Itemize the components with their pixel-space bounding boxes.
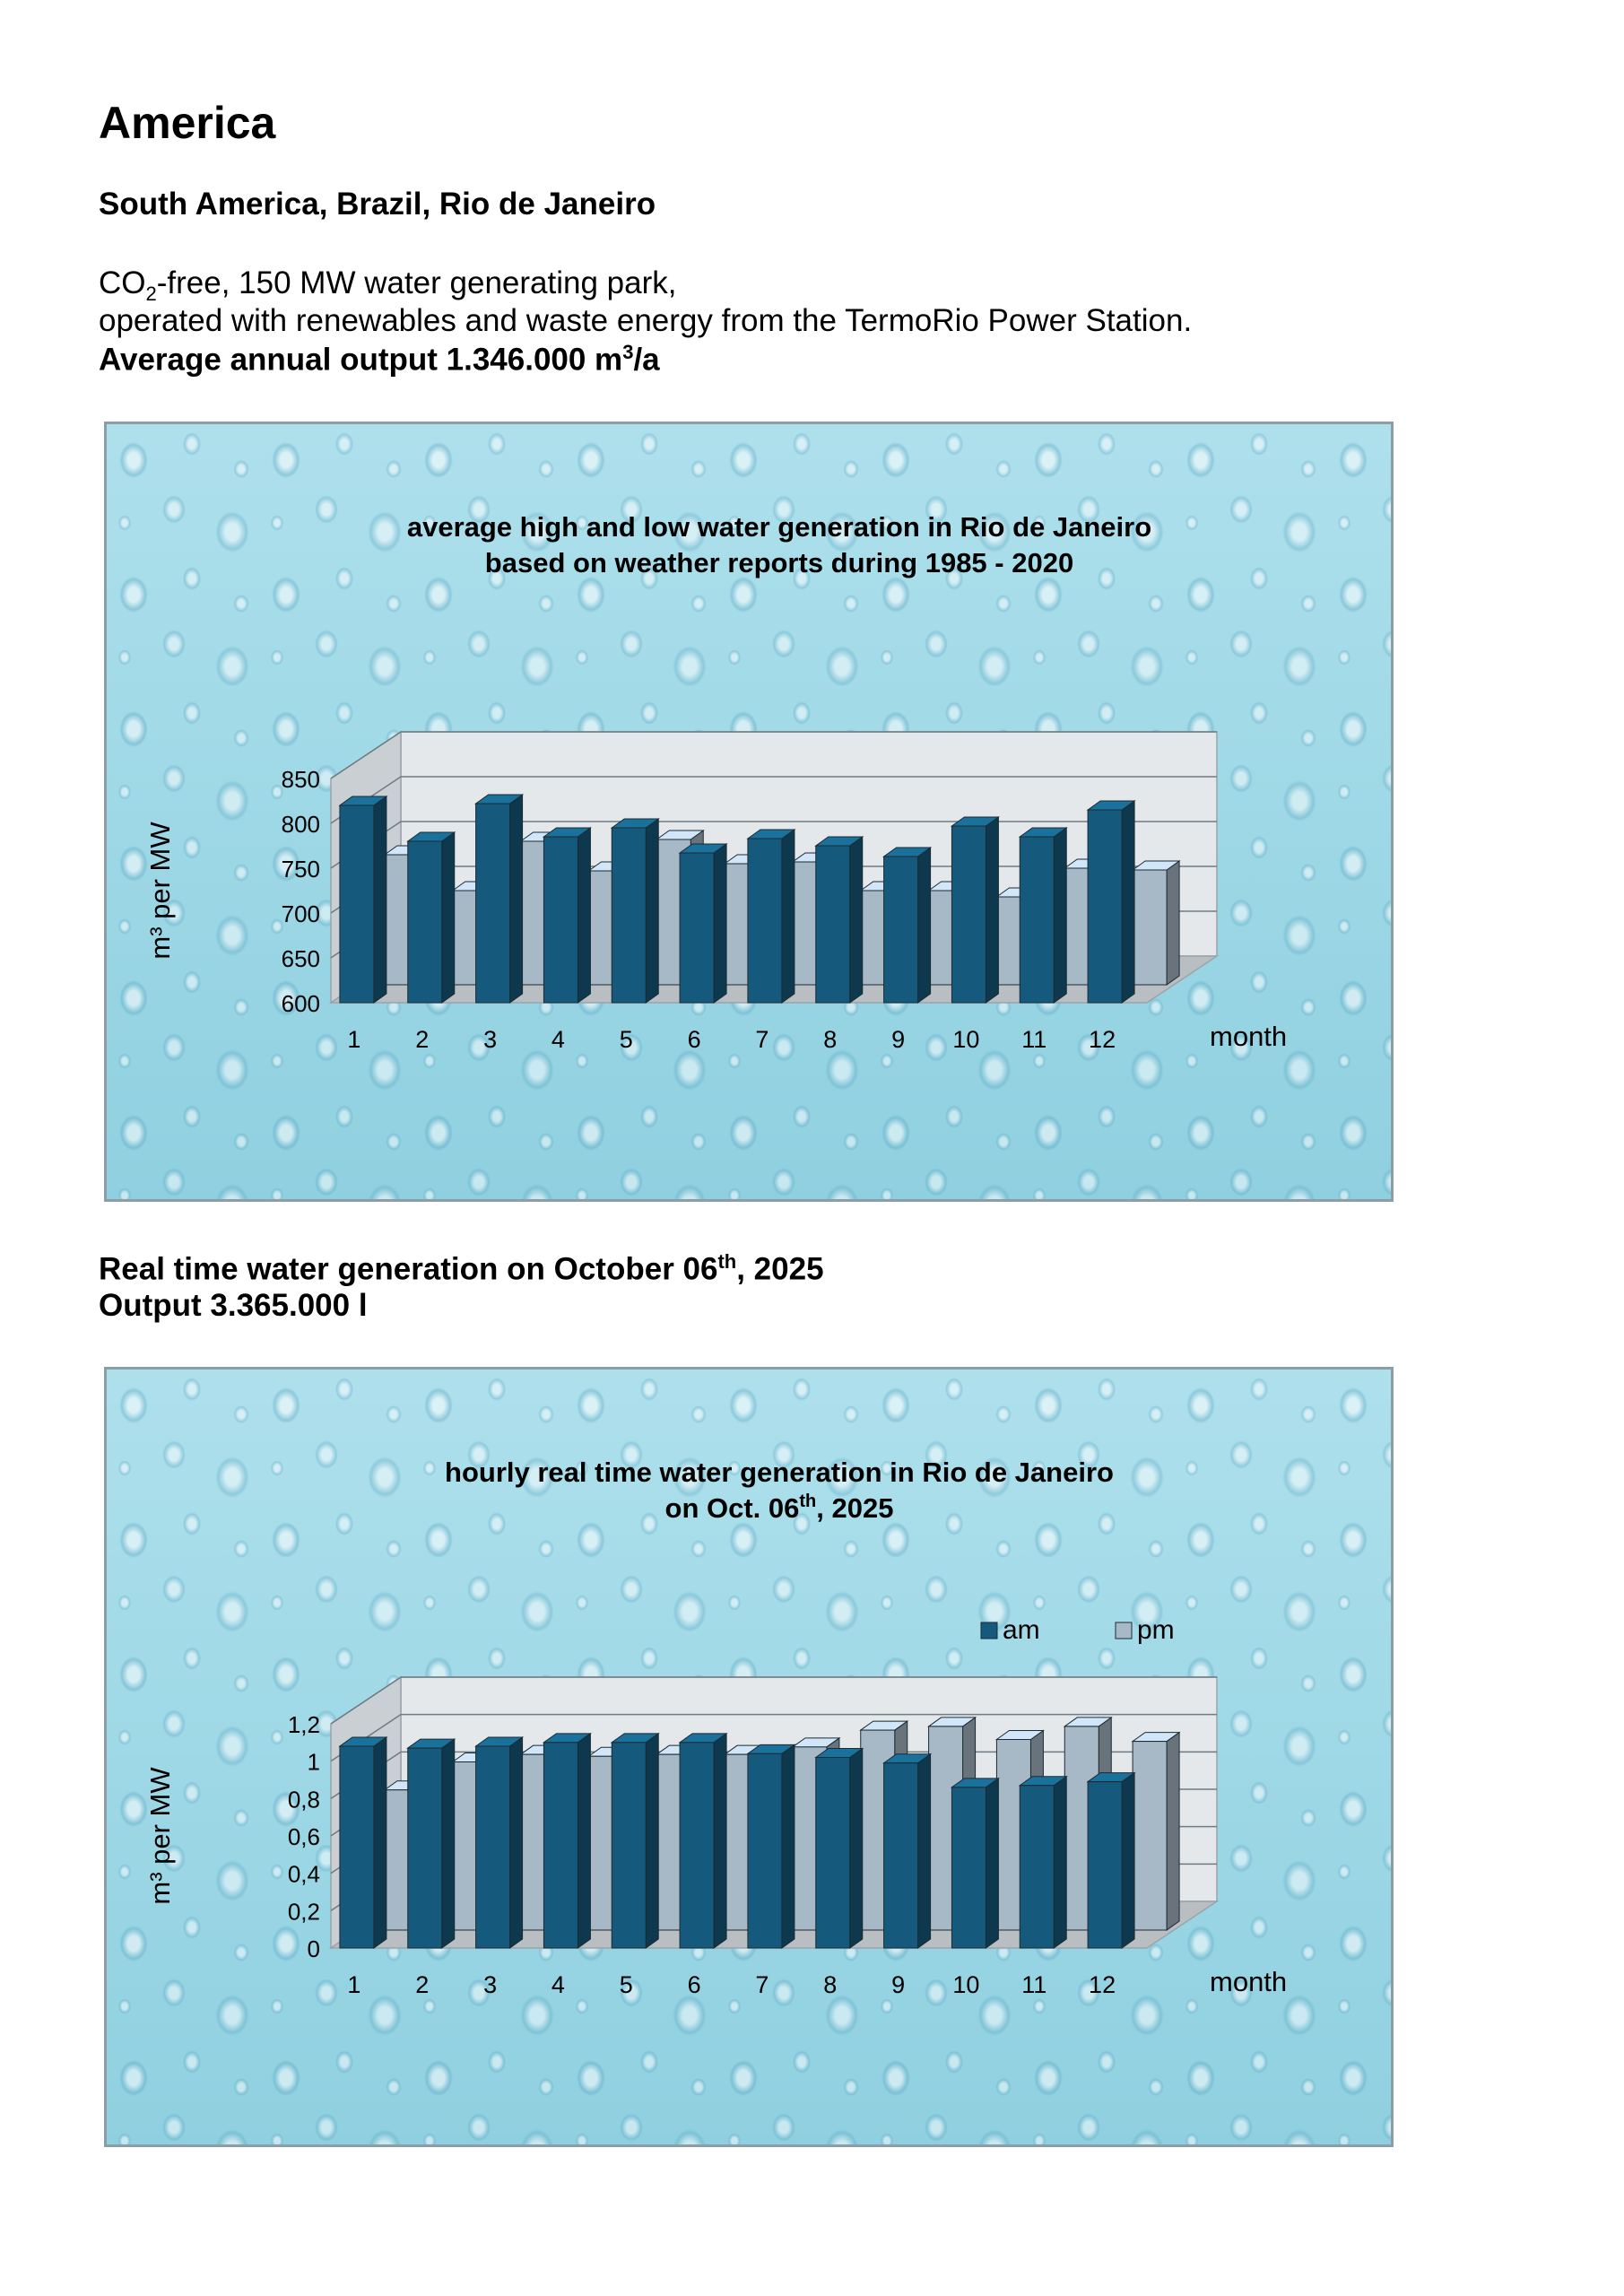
- y-tick-label: 750: [281, 856, 320, 883]
- bar-front: [884, 1763, 918, 1948]
- bar-series1-5: [612, 819, 658, 1003]
- description-line-1: $CO_2$-free, 150 MW water generating park,: [99, 265, 677, 305]
- y-tick-label: 0,2: [287, 1898, 320, 1926]
- bar-front: [951, 826, 986, 1003]
- y-tick-label: 600: [281, 990, 320, 1017]
- bar-series1-7: [748, 830, 795, 1003]
- y-tick-label: 800: [281, 811, 320, 838]
- bar-front: [816, 1758, 850, 1949]
- bar-am-10: [951, 1779, 998, 1948]
- x-tick-label: 11: [1021, 1026, 1047, 1053]
- bar-front: [951, 1787, 986, 1948]
- bar-front: [680, 853, 714, 1003]
- bar-front: [612, 828, 646, 1003]
- y-tick-label: 1: [307, 1748, 320, 1776]
- bar-side: [1054, 1777, 1066, 1948]
- y-tick-label: 0,4: [287, 1860, 320, 1888]
- bar-am-1: [340, 1737, 386, 1948]
- bar-series1-8: [816, 837, 863, 1003]
- y-tick-label: 0,8: [287, 1786, 320, 1813]
- x-tick-label: 9: [891, 1026, 906, 1053]
- realtime-heading: Real time water generation on October 06th, 2025: [99, 1250, 824, 1287]
- x-tick-label: 6: [687, 1026, 701, 1053]
- chart-hourly-svg: [107, 1370, 1391, 2144]
- x-tick-label: 4: [551, 1971, 565, 1998]
- bar-side: [850, 837, 863, 1003]
- bar-series1-11: [1020, 828, 1066, 1003]
- bar-am-6: [680, 1734, 726, 1948]
- bar-am-2: [408, 1739, 455, 1948]
- legend-swatch-pm: [1116, 1622, 1132, 1639]
- legend-swatch-am: [981, 1622, 997, 1639]
- bar-series1-2: [408, 832, 455, 1003]
- bar-side: [918, 1754, 931, 1948]
- bar-front: [476, 1746, 510, 1948]
- bar-side: [646, 819, 658, 1003]
- realtime-output: Output 3.365.000 l: [99, 1288, 368, 1323]
- bar-front: [1020, 837, 1054, 1003]
- bar-front: [543, 837, 578, 1003]
- bar-side: [442, 1739, 455, 1948]
- bar-series1-9: [884, 848, 931, 1003]
- bar-am-8: [816, 1749, 863, 1949]
- x-tick-label: 3: [483, 1026, 498, 1053]
- bar-front: [408, 1748, 442, 1948]
- bar-front: [748, 1753, 782, 1948]
- chart-subtitle: on Oct. 06th, 2025: [664, 1492, 894, 1524]
- bar-front: [748, 839, 782, 1003]
- x-tick-label: 11: [1021, 1971, 1047, 1998]
- bar-series1-12: [1088, 801, 1134, 1003]
- bar-front: [884, 857, 918, 1003]
- x-tick-label: 7: [755, 1026, 769, 1053]
- legend-label-am: am: [1003, 1615, 1040, 1645]
- chart-title: average high and low water generation in Rio de Janeiro: [406, 511, 1152, 543]
- bar-side: [510, 1737, 523, 1948]
- y-tick-label: 0: [307, 1935, 320, 1962]
- x-tick-label: 1: [347, 1971, 361, 1998]
- bar-side: [578, 1734, 590, 1948]
- page-title: America: [99, 98, 276, 148]
- x-tick-label: 10: [952, 1971, 980, 1998]
- y-tick-label: 1,2: [287, 1711, 320, 1738]
- bar-side: [714, 844, 726, 1003]
- bar-front: [1020, 1786, 1054, 1948]
- bar-series1-4: [543, 828, 590, 1003]
- annual-output: Average annual output 1.346.000 $m^3/a$: [99, 341, 660, 378]
- bar-side: [1122, 801, 1134, 1003]
- bar-front: [340, 805, 374, 1003]
- bar-series1-3: [476, 795, 523, 1003]
- description-line-2: operated with renewables and waste energy from the TermoRio Power Station.: [99, 303, 1193, 338]
- bar-series1-10: [951, 817, 998, 1003]
- bar-front: [543, 1743, 578, 1948]
- bar-series2-12: [1133, 861, 1179, 985]
- bar-side: [986, 817, 998, 1003]
- x-tick-label: 8: [823, 1026, 838, 1053]
- x-tick-label: 6: [687, 1971, 701, 1998]
- bar-side: [850, 1749, 863, 1949]
- x-tick-label: 5: [619, 1971, 633, 1998]
- chart-hourly-generation: [104, 1367, 1394, 2147]
- bar-front: [1088, 1782, 1122, 1948]
- x-tick-label: 1: [347, 1026, 361, 1053]
- bar-front: [612, 1743, 646, 1948]
- bar-pm-12: [1133, 1733, 1179, 1930]
- x-tick-label: 3: [483, 1971, 498, 1998]
- chart-average-svg: [107, 424, 1391, 1199]
- x-tick-label: 12: [1089, 1971, 1116, 1998]
- bar-side: [782, 830, 795, 1003]
- bar-am-3: [476, 1737, 523, 1948]
- location-heading: South America, Brazil, Rio de Janeiro: [99, 187, 656, 222]
- bar-am-7: [748, 1744, 795, 1948]
- bar-side: [782, 1744, 795, 1948]
- bar-am-4: [543, 1734, 590, 1948]
- bar-am-5: [612, 1734, 658, 1948]
- bar-side: [374, 1737, 386, 1948]
- bar-front: [680, 1743, 714, 1948]
- bar-front: [1133, 1742, 1167, 1930]
- x-tick-label: 8: [823, 1971, 838, 1998]
- bar-side: [918, 848, 931, 1003]
- bar-side: [510, 795, 523, 1003]
- x-tick-label: 9: [891, 1971, 906, 1998]
- legend-label-pm: pm: [1137, 1615, 1175, 1645]
- bar-am-12: [1088, 1773, 1134, 1948]
- x-tick-label: 2: [415, 1026, 430, 1053]
- x-tick-label: 2: [415, 1971, 430, 1998]
- chart-subtitle: based on weather reports during 1985 - 2020: [484, 547, 1074, 578]
- bar-side: [714, 1734, 726, 1948]
- bar-side: [374, 796, 386, 1003]
- x-tick-label: 10: [952, 1026, 980, 1053]
- bar-front: [1133, 870, 1167, 985]
- bar-series1-6: [680, 844, 726, 1003]
- bar-front: [476, 804, 510, 1003]
- y-axis-label: m³ per MW: [144, 1767, 176, 1905]
- y-tick-label: 650: [281, 945, 320, 972]
- y-tick-label: 0,6: [287, 1823, 320, 1850]
- bar-front: [340, 1746, 374, 1948]
- chart-average-generation: [104, 422, 1394, 1202]
- y-tick-label: 850: [281, 766, 320, 793]
- bar-front: [408, 841, 442, 1003]
- bar-side: [646, 1734, 658, 1948]
- x-tick-label: 5: [619, 1026, 633, 1053]
- y-axis-label: m³ per MW: [144, 822, 176, 960]
- x-axis-label: month: [1210, 1966, 1288, 1997]
- bar-front: [816, 846, 850, 1003]
- bar-side: [1167, 861, 1179, 985]
- x-axis-label: month: [1210, 1021, 1288, 1052]
- bar-series1-1: [340, 796, 386, 1003]
- x-tick-label: 7: [755, 1971, 769, 1998]
- bar-side: [578, 828, 590, 1003]
- bar-side: [442, 832, 455, 1003]
- bar-side: [1167, 1733, 1179, 1930]
- y-tick-label: 700: [281, 900, 320, 927]
- bar-front: [1088, 810, 1122, 1003]
- bar-side: [1122, 1773, 1134, 1948]
- x-tick-label: 4: [551, 1026, 565, 1053]
- chart-title: hourly real time water generation in Rio de Janeiro: [445, 1457, 1114, 1488]
- x-tick-label: 12: [1089, 1026, 1116, 1053]
- bar-am-9: [884, 1754, 931, 1948]
- bar-am-11: [1020, 1777, 1066, 1948]
- bar-side: [986, 1779, 998, 1948]
- bar-side: [1054, 828, 1066, 1003]
